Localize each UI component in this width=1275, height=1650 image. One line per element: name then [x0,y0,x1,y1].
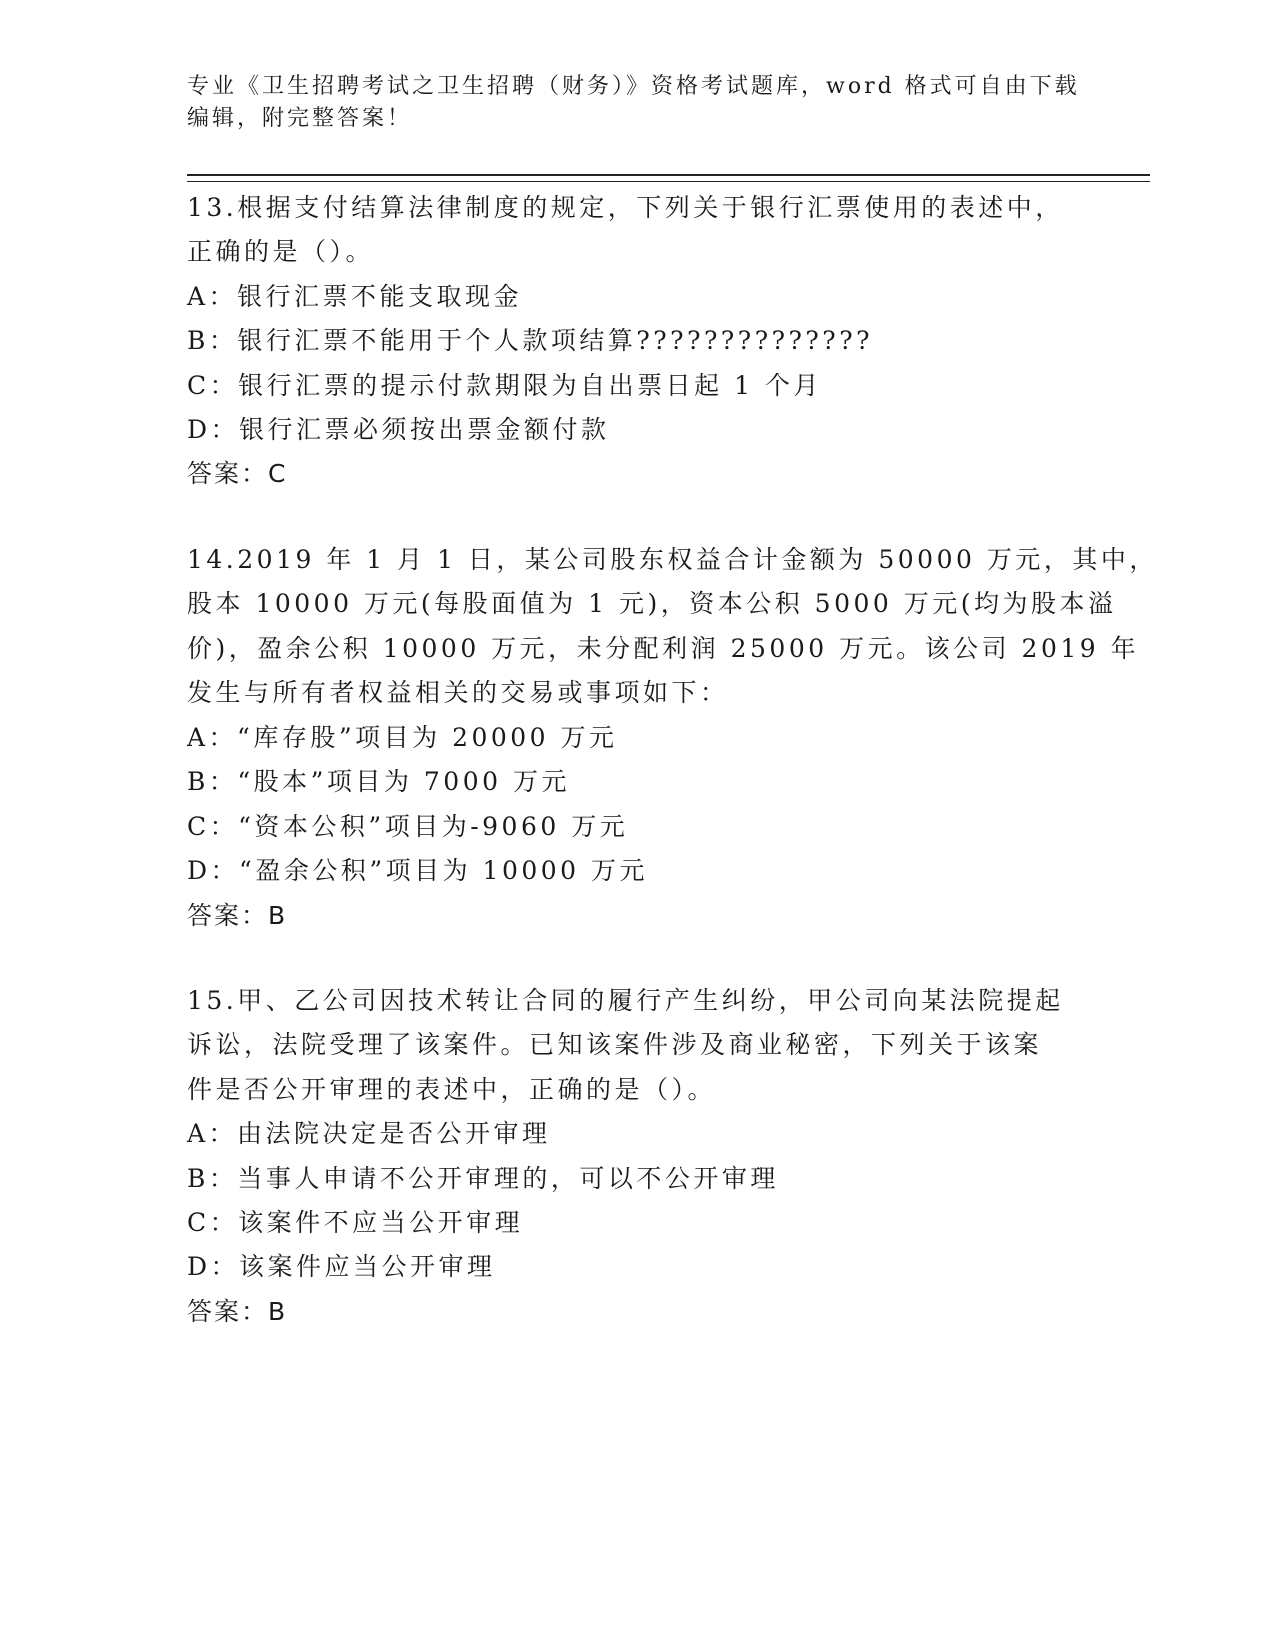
question-15-answer: 答案：B [187,1297,288,1326]
question-14-stem-line-4: 发生与所有者权益相关的交易或事项如下： [187,678,729,707]
question-15-option-a: A：由法院决定是否公开审理 [187,1119,551,1148]
question-13-option-d: D：银行汇票必须按出票金额付款 [187,415,610,444]
document-header-line-1: 专业《卫生招聘考试之卫生招聘（财务）》资格考试题库，word 格式可自由下载 [187,74,1080,99]
question-13-answer: 答案：C [187,459,288,488]
question-15-stem-line-3: 件是否公开审理的表述中，正确的是（）。 [187,1075,717,1104]
question-14-option-a: A：“库存股”项目为 20000 万元 [187,723,618,752]
document-header-line-2: 编辑，附完整答案！ [187,106,413,131]
question-14-stem-line-1: 14.2019 年 1 月 1 日，某公司股东权益合计金额为 50000 万元，其中， [187,545,1158,574]
question-13-option-a: A：银行汇票不能支取现金 [187,282,523,311]
question-14-option-c: C：“资本公积”项目为-9060 万元 [187,812,629,841]
question-15-stem-line-2: 诉讼，法院受理了该案件。已知该案件涉及商业秘密，下列关于该案 [187,1030,1043,1059]
header-divider-thin [187,181,1150,182]
question-14-option-b: B：“股本”项目为 7000 万元 [187,767,570,796]
question-14-stem-line-3: 价)，盈余公积 10000 万元，未分配利润 25000 万元。该公司 2019 年 [187,634,1140,663]
question-13-option-c: C：银行汇票的提示付款期限为自出票日起 1 个月 [187,371,822,400]
question-15-stem-line-1: 15.甲、乙公司因技术转让合同的履行产生纠纷，甲公司向某法院提起 [187,986,1064,1015]
question-13-option-b: B：银行汇票不能用于个人款项结算?????????????? [187,326,874,355]
question-13-stem-line-2: 正确的是（）。 [187,237,375,266]
question-14-option-d: D：“盈余公积”项目为 10000 万元 [187,856,649,885]
question-15-option-c: C：该案件不应当公开审理 [187,1208,524,1237]
header-divider-thick [187,174,1150,176]
question-15-option-d: D：该案件应当公开审理 [187,1252,496,1281]
question-15-option-b: B：当事人申请不公开审理的，可以不公开审理 [187,1164,779,1193]
question-14-stem-line-2: 股本 10000 万元(每股面值为 1 元)，资本公积 5000 万元(均为股本溢 [187,589,1117,618]
question-14-answer: 答案：B [187,901,288,930]
question-13-stem-line-1: 13.根据支付结算法律制度的规定，下列关于银行汇票使用的表述中， [187,193,1064,222]
